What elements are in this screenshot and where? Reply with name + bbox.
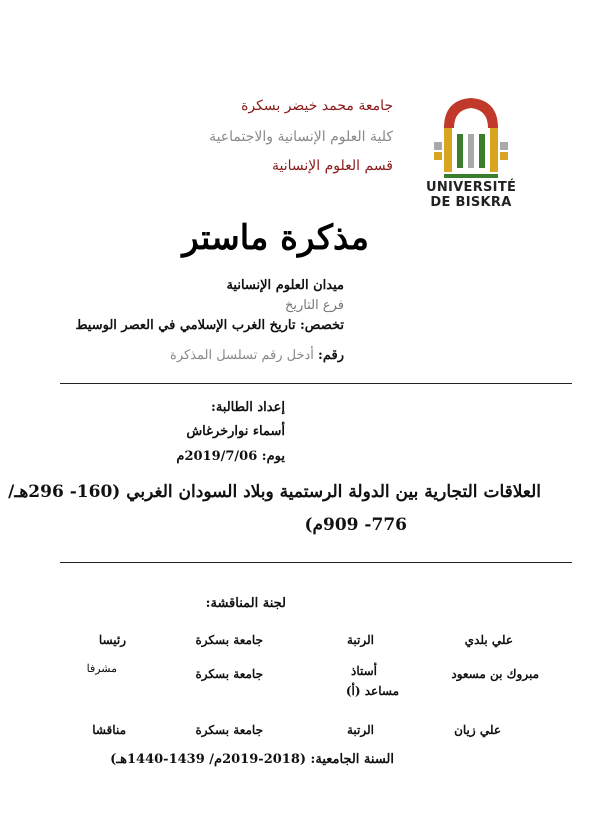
serial-label: رقم:: [318, 348, 344, 363]
committee-member-role: رئيسا: [98, 633, 126, 647]
committee-member-rank-detail: مساعد (أ): [345, 684, 399, 698]
committee-member-university: جامعة بسكرة: [195, 723, 263, 737]
thesis-title-line1: العلاقات التجارية بين الدولة الرستمية وبلاد السودان الغربي (160- 296هـ/: [8, 482, 541, 502]
committee-member-university: جامعة بسكرة: [195, 667, 263, 681]
committee-member-rank: أستاذ: [350, 664, 377, 678]
department-name: قسم العلوم الإنسانية: [272, 158, 393, 174]
field-of-study: ميدان العلوم الإنسانية: [226, 278, 344, 293]
committee-member-rank: الرتبة: [346, 633, 374, 647]
committee-member-rank: الرتبة: [346, 723, 374, 737]
thesis-title-line2: 776- 909م): [304, 515, 407, 535]
serial-number: [170, 348, 344, 363]
committee-member-name: مبروك بن مسعود: [451, 667, 539, 681]
memo-title: مذكرة ماستر: [182, 218, 369, 258]
academic-year: السنة الجامعية: (2018-2019م/ 1439-1440هـ): [110, 752, 394, 767]
committee-member-role: مناقشا: [92, 723, 126, 737]
committee-member-role: مشرفا: [86, 662, 117, 675]
committee-member-university: جامعة بسكرة: [195, 633, 263, 647]
faculty-name: كلية العلوم الإنسانية والاجتماعية: [209, 129, 393, 145]
student-name: أسماء نوارخرغاش: [186, 424, 285, 439]
specialization: تخصص: تاريخ الغرب الإسلامي في العصر الوسيط: [75, 318, 344, 333]
divider-bottom: [60, 562, 572, 563]
logo-text-line1: UNIVERSITÉ: [426, 180, 517, 195]
branch-of-study: فرع التاريخ: [284, 298, 344, 313]
serial-placeholder: أدخل رقم تسلسل المذكرة: [170, 348, 314, 363]
divider-top: [60, 383, 572, 384]
university-name: جامعة محمد خيضر بسكرة: [241, 98, 393, 114]
defense-date: يوم: 2019/7/06م: [176, 449, 285, 464]
logo-text-line2: DE BISKRA: [430, 195, 512, 210]
committee-label: لجنة المناقشة:: [205, 596, 286, 611]
prepared-by-label: إعداد الطالبة:: [211, 400, 285, 415]
committee-member-name: علي بلدي: [464, 633, 513, 647]
committee-member-name: علي زيان: [454, 723, 501, 737]
